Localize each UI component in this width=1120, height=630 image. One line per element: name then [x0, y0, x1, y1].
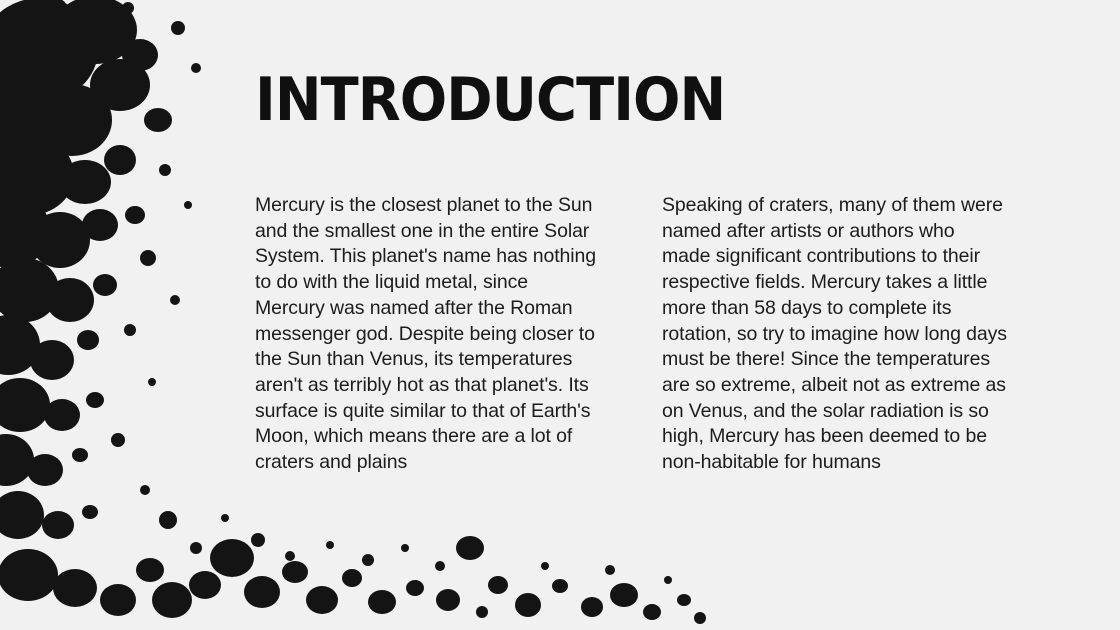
text-columns	[255, 193, 1020, 476]
body-column-right	[662, 193, 1007, 476]
body-column-left	[255, 193, 600, 476]
page-title: INTRODUCTION	[255, 65, 726, 135]
body-paragraph-right: Speaking of craters, many of them were named after artists or authors who made significant contributions to their respective fields. Mercury takes a little more than 58 days to complete its rotation, so try to imagine how long days must be there! Since the temperatures are so extreme, albeit not as extreme as on Venus, and the solar radiation is so high, Mercury has been deemed to be non-habitable for humans	[662, 194, 1007, 474]
body-paragraph-left: Mercury is the closest planet to the Sun and the smallest one in the entire Solar System. This planet's name has nothing to do with the liquid metal, since Mercury was named after the Roman messenger god. Despite being closer to the Sun than Venus, its temperatures aren't as terribly hot as that planet's. Its surface is quite similar to that of Earth's Moon, which means there are a lot of craters and plains	[255, 194, 597, 474]
slide-content	[255, 0, 1055, 630]
